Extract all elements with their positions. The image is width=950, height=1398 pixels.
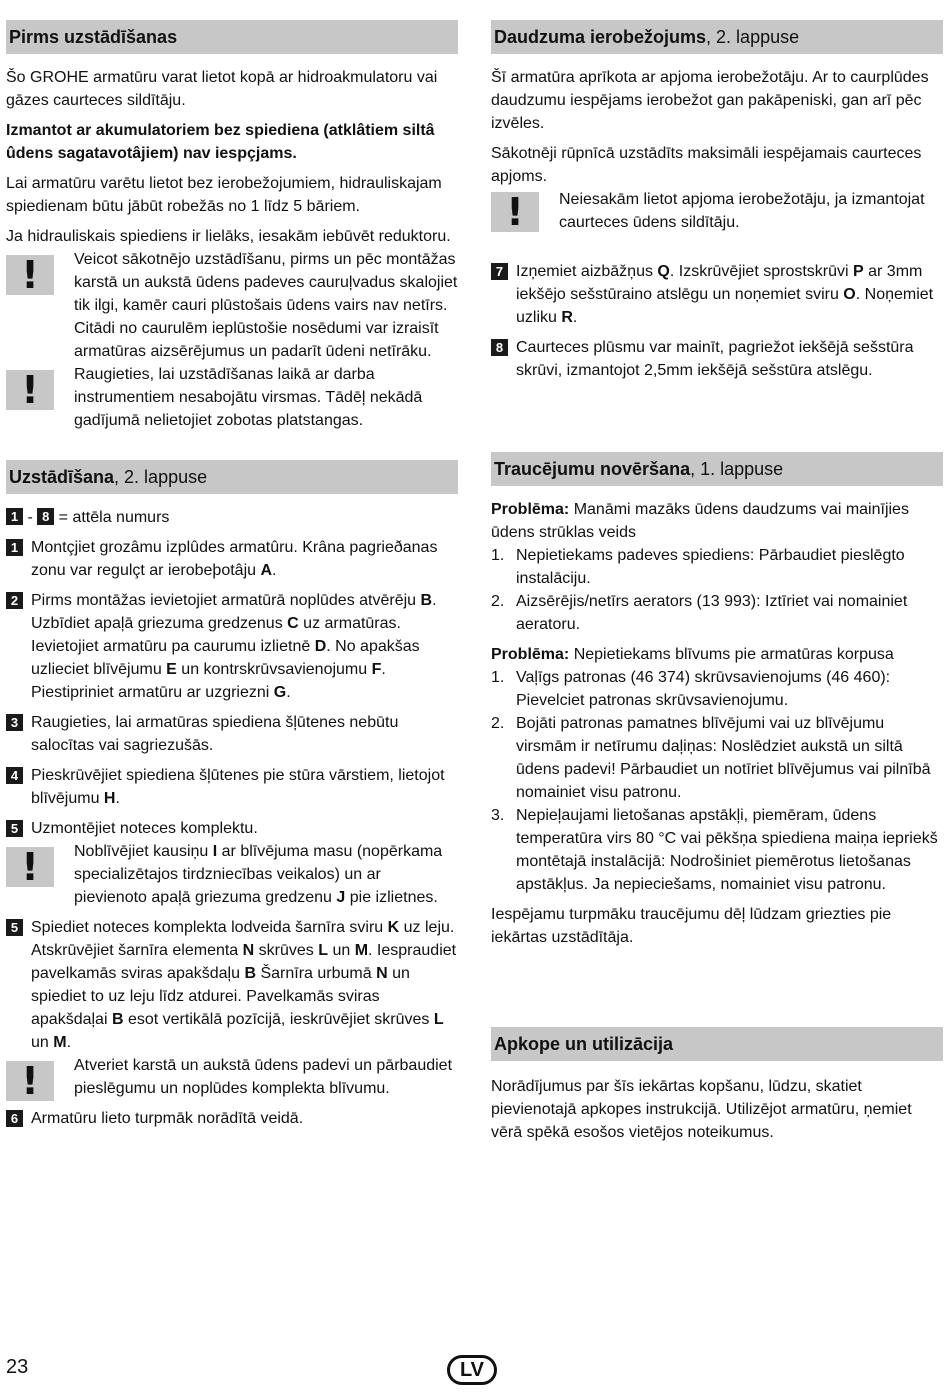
problem-2: Problēma: Nepietiekams blīvums pie armatūras korpusa	[491, 646, 894, 663]
step-7: 7 Izņemiet aizbāžņus Q. Izskrūvējiet sprostskrūvi P ar 3mm iekšējo sešstūraino atslēgu un noņemiet sviru O. Noņemiet uzliku R.	[491, 260, 943, 329]
section-heading-uzstadisana: Uzstādīšana, 2. lappuse	[6, 460, 458, 494]
problem-2-list	[491, 666, 943, 896]
warning-block	[6, 248, 458, 363]
list-item: 3. Nepieļaujami lietošanas apstākļi, piemēram, ūdens temperatūra virs 80 °C vai pēkšņa spiediena maiņa iepriekš montētajā instalācijā: Nodrošiniet piemērotus lietošanas apstākļus. Ja nepieciešams, nomainiet visu patronu.	[491, 807, 938, 893]
exclamation-mark-icon: !	[6, 847, 54, 887]
paragraph: Ja hidrauliskais spiediens ir lielāks, iesakām iebūvēt reduktoru.	[6, 228, 451, 245]
exclamation-mark-icon: !	[6, 255, 54, 295]
paragraph-bold: Izmantot ar akumulatoriem bez spiediena (atklâtiem siltâ ûdens sagatavotâjiem) nav iespçjams.	[6, 122, 435, 162]
paragraph: Norādījumus par šīs iekārtas kopšanu, lūdzu, skatiet pievienotajā apkopes instrukcijā. Utilizējot armatūru, ņemiet vērā spēkā esošos vietējos noteikumus.	[491, 1078, 912, 1141]
paragraph: Lai armatūru varētu lietot bez ierobežojumiem, hidrauliskajam spiedienam būtu jābūt robežās no 1 līdz 5 bāriem.	[6, 175, 442, 215]
exclamation-mark-icon: !	[6, 370, 54, 410]
page-number: 23	[6, 1356, 29, 1378]
exclamation-mark-icon: !	[491, 192, 539, 232]
right-column	[491, 20, 943, 1151]
step-3: 3 Raugieties, lai armatūras spiediena šļūtenes nebūtu salocītas vai sagriezušās.	[6, 711, 458, 757]
section-heading-daudzuma: Daudzuma ierobežojums, 2. lappuse	[491, 20, 943, 54]
step-5b: 5 Spiediet noteces komplekta lodveida šarnīra sviru K uz leju. Atskrūvējiet šarnīra elementa N skrūves L un M. Iespraudiet pavelkamās sviras apakšdaļu B Šarnīra urbumā N un spiediet to uz leju līdz atdurei. Pavelkamās sviras apakšdaļai B esot vertikālā pozīcijā, ieskrūvējiet skrūves L un M.	[6, 916, 458, 1054]
paragraph: Iespējamu turpmāku traucējumu dēļ lūdzam griezties pie iekārtas uzstādītāja.	[491, 906, 892, 946]
list-item: 1. Vaļīgs patronas (46 374) skrūvsavienojums (46 460): Pievelciet patronas skrūvsavienojumu.	[491, 669, 891, 709]
section-heading-pirms: Pirms uzstādīšanas	[6, 20, 458, 54]
warning-block	[6, 840, 458, 909]
step-5: 5 Uzmontējiet noteces komplektu.	[6, 817, 458, 840]
list-item: 2. Aizsērējis/netīrs aerators (13 993): Iztīriet vai nomainiet aeratoru.	[491, 593, 908, 633]
warning-text: Neiesakām lietot apjoma ierobežotāju, ja izmantojat caurteces ūdens sildītāju.	[559, 191, 925, 231]
step-4: 4 Pieskrūvējiet spiediena šļūtenes pie stūra vārstiem, lietojot blīvējumu H.	[6, 764, 458, 810]
figure-legend: 1 - 8 = attēla numurs	[6, 506, 458, 529]
paragraph: Sākotnēji rūpnīcā uzstādīts maksimāli iespējamais caurteces apjoms.	[491, 145, 922, 185]
warning-block	[6, 1054, 458, 1103]
problem-1: Problēma: Manāmi mazāks ūdens daudzums vai mainījies ūdens strūklas veids	[491, 501, 909, 541]
exclamation-mark-icon: !	[6, 1061, 54, 1101]
left-column	[6, 20, 458, 1137]
warning-text: Raugieties, lai uzstādīšanas laikā ar darba instrumentiem nesabojātu virsmas. Tādēļ nekādā gadījumā nelietojiet zobotas platstangas.	[74, 366, 423, 429]
section-heading-apkope: Apkope un utilizācija	[491, 1027, 943, 1061]
paragraph: Šo GROHE armatūru varat lietot kopā ar hidroakmulatoru vai gāzes caurteces sildītāju.	[6, 69, 438, 109]
section-heading-traucejumu: Traucējumu novēršana, 1. lappuse	[491, 452, 943, 486]
step-1: 1 Montçjiet grozâmu izplûdes armatûru. Krâna pagrieðanas zonu var regulçt ar ierobeþotâju A.	[6, 536, 458, 582]
problem-1-list	[491, 544, 943, 636]
list-item: 2. Bojāti patronas pamatnes blīvējumi vai uz blīvējumu virsmām ir netīrumu daļiņas: Noslēdziet aukstā un siltā ūdens padevi! Pārbaudiet un notīriet blīvējumus vai pilnībā nomainiet visu patronu.	[491, 715, 931, 801]
step-6: 6 Armatūru lieto turpmāk norādītā veidā.	[6, 1107, 458, 1130]
warning-block	[6, 363, 458, 432]
step-2: 2 Pirms montāžas ievietojiet armatūrā noplūdes atvērēju B. Uzbīdiet apaļā griezuma gredzenus C uz armatūras. Ievietojiet armatūru pa caurumu izlietnē D. No apakšas uzlieciet blīvējumu E un kontrskrūvsavienojumu F. Piestipriniet armatūru ar uzgriezni G.	[6, 589, 458, 704]
warning-text: Atveriet karstā un aukstā ūdens padevi un pārbaudiet pieslēgumu un noplūdes komplekta blīvumu.	[74, 1057, 453, 1097]
list-item: 1. Nepietiekams padeves spiediens: Pārbaudiet pieslēgto instalāciju.	[491, 547, 905, 587]
warning-text: Veicot sākotnējo uzstādīšanu, pirms un pēc montāžas karstā un aukstā ūdens padeves cauruļvadus skalojiet tik ilgi, kamēr cauri plūstošais ūdens vairs nav netīrs. Citādi no caurulēm ieplūstošie nosēdumi var izraisīt armatūras aizsērējumus un padarīt ūdeni netīrāku.	[74, 251, 458, 360]
language-badge: LV	[447, 1355, 497, 1385]
warning-text: Noblīvējiet kausiņu I ar blīvējuma masu (nopērkama specializētajos tirdzniecības veikalos) un ar pievienoto apaļā griezuma gredzenu J pie izlietnes.	[74, 843, 443, 906]
warning-block	[491, 188, 943, 240]
step-8: 8 Caurteces plūsmu var mainīt, pagriežot iekšējā sešstūra skrūvi, izmantojot 2,5mm iekšējā sešstūra atslēgu.	[491, 336, 943, 382]
paragraph: Šī armatūra aprīkota ar apjoma ierobežotāju. Ar to caurplūdes daudzumu iespējams ierobežot gan pakāpeniski, gan arī pēc izvēles.	[491, 69, 929, 132]
